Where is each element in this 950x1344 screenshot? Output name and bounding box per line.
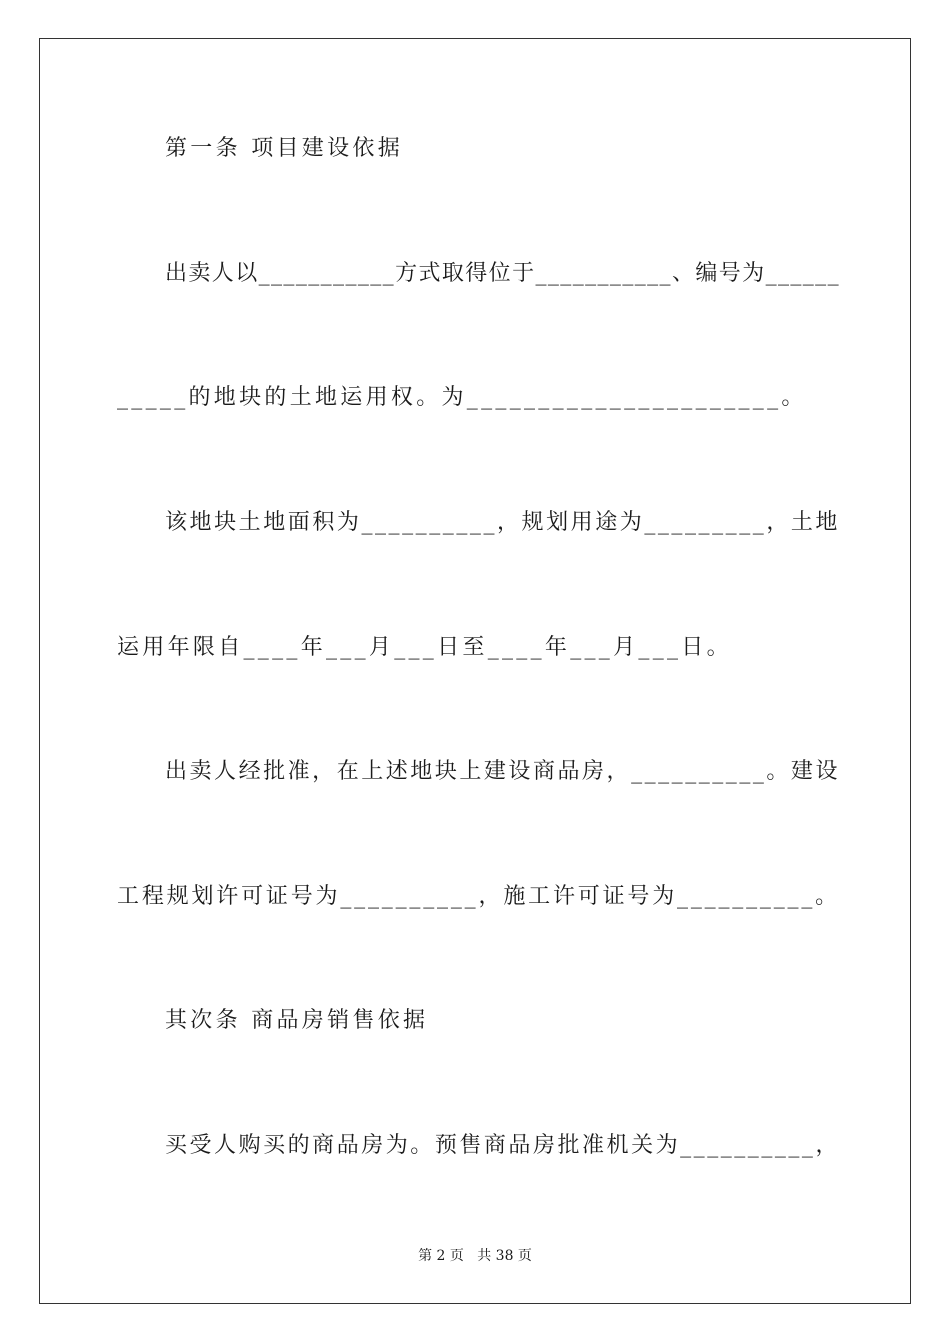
paragraph-line: 出卖人以___________方式取得位于___________、编号为______ (165, 261, 840, 286)
page-border (39, 38, 911, 1304)
paragraph-line: 买受人购买的商品房为。预售商品房批准机关为__________， (165, 1133, 840, 1158)
article-1-heading: 第一条 项目建设依据 (165, 136, 403, 161)
paragraph-line: 该地块土地面积为__________，规划用途为_________，土地 (165, 510, 840, 535)
article-2-heading: 其次条 商品房销售依据 (165, 1008, 429, 1033)
paragraph-line: 运用年限自____年___月___日至____年___月___日。 (117, 635, 732, 660)
paragraph-line: 工程规划许可证号为__________，施工许可证号为__________。 (117, 884, 840, 909)
paragraph-line: 出卖人经批准，在上述地块上建设商品房，__________。建设 (165, 759, 840, 784)
paragraph-line: _____的地块的土地运用权。为______________________。 (117, 385, 807, 410)
page-number-footer: 第 2 页 共 38 页 (418, 1248, 532, 1264)
